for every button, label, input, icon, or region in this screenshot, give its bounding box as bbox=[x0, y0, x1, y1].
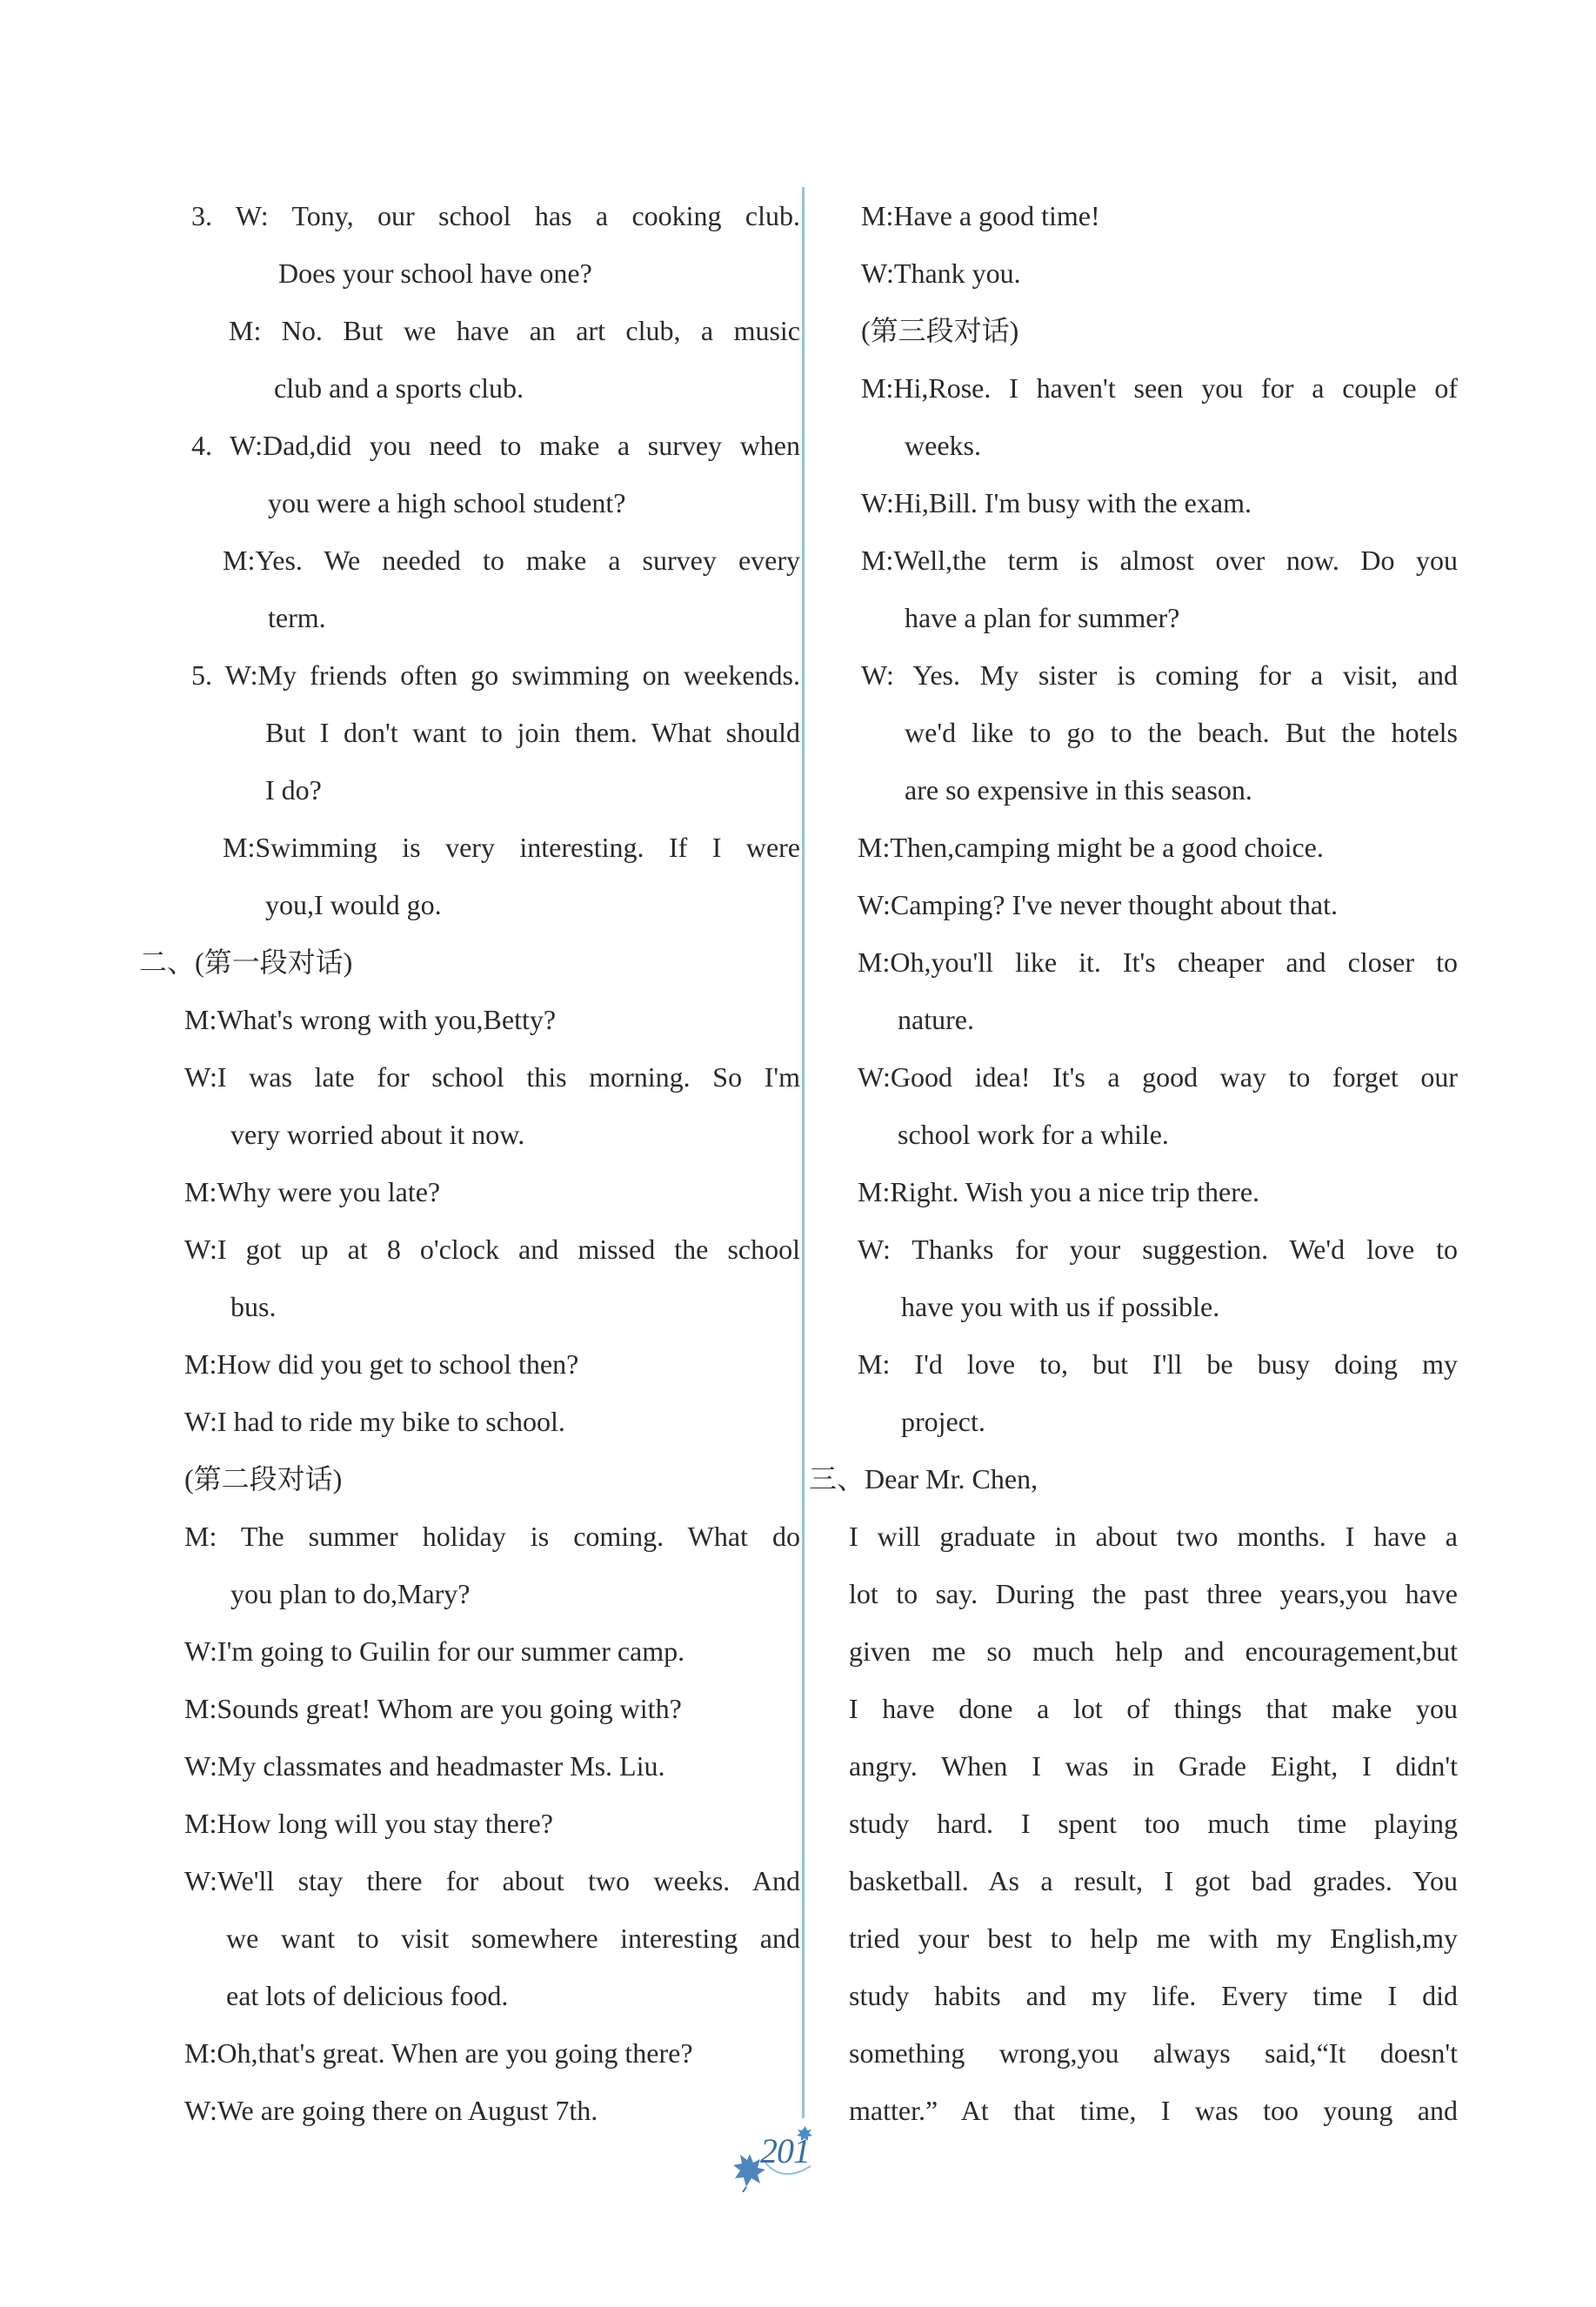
text-line: W:I was late for school this morning. So I'm bbox=[184, 1061, 800, 1093]
text-line: nature. bbox=[898, 1004, 974, 1035]
text-line: we'd like to go to the beach. But the hotels bbox=[905, 717, 1458, 748]
left-column bbox=[139, 187, 800, 2139]
text-line: project. bbox=[901, 1406, 985, 1437]
right-column bbox=[809, 187, 1458, 2139]
text-line: school work for a while. bbox=[898, 1119, 1169, 1150]
text-line: M:Then,camping might be a good choice. bbox=[858, 832, 1324, 863]
section-heading: (第三段对话) bbox=[861, 315, 1019, 346]
text-line: M:Have a good time! bbox=[861, 200, 1100, 231]
column-divider bbox=[802, 187, 805, 2118]
text-line: you,I would go. bbox=[265, 889, 442, 920]
text-line: W:My classmates and headmaster Ms. Liu. bbox=[184, 1750, 665, 1782]
section-heading: 三、Dear Mr. Chen, bbox=[809, 1463, 1038, 1495]
text-line: weeks. bbox=[905, 430, 981, 461]
text-line: are so expensive in this season. bbox=[905, 774, 1252, 806]
text-line: M: I'd love to, but I'll be busy doing my bbox=[858, 1348, 1458, 1380]
text-line: angry. When I was in Grade Eight, I didn't bbox=[849, 1750, 1458, 1782]
text-line: 5. W:My friends often go swimming on weekends. bbox=[191, 659, 800, 691]
text-line: term. bbox=[268, 602, 326, 633]
text-line: study habits and my life. Every time I did bbox=[849, 1980, 1458, 2011]
text-line: we want to visit somewhere interesting and bbox=[226, 1922, 800, 1954]
section-heading: 二、(第一段对话) bbox=[139, 946, 353, 978]
page-footer bbox=[731, 2123, 826, 2192]
text-line: W: Yes. My sister is coming for a visit, and bbox=[861, 659, 1458, 691]
text-line: have you with us if possible. bbox=[901, 1291, 1220, 1322]
text-line: M:Well,the term is almost over now. Do you bbox=[861, 545, 1458, 576]
text-line: M: No. But we have an art club, a music bbox=[229, 315, 800, 346]
text-line: W: Thanks for your suggestion. We'd love to bbox=[858, 1234, 1458, 1265]
text-line: tried your best to help me with my English,my bbox=[849, 1922, 1458, 1954]
page-number: 201 bbox=[760, 2131, 810, 2170]
text-line: M:Why were you late? bbox=[184, 1176, 441, 1207]
text-line: club and a sports club. bbox=[274, 372, 524, 404]
text-line: eat lots of delicious food. bbox=[226, 1980, 509, 2011]
text-line: I have done a lot of things that make you bbox=[849, 1693, 1458, 1724]
text-line: W:I had to ride my bike to school. bbox=[184, 1406, 565, 1437]
text-line: given me so much help and encouragement,but bbox=[849, 1635, 1458, 1667]
text-line: Does your school have one? bbox=[278, 257, 592, 289]
text-line: M:Oh,that's great. When are you going there? bbox=[184, 2037, 693, 2069]
text-line: W:Thank you. bbox=[861, 257, 1021, 289]
text-line: M: The summer holiday is coming. What do bbox=[184, 1521, 800, 1552]
text-line: M:How did you get to school then? bbox=[184, 1348, 579, 1380]
text-line: W:Camping? I've never thought about that. bbox=[858, 889, 1338, 920]
text-line: study hard. I spent too much time playing bbox=[849, 1808, 1458, 1839]
text-line: M:Sounds great! Whom are you going with? bbox=[184, 1693, 682, 1724]
text-line: matter.” At that time, I was too young and bbox=[849, 2095, 1458, 2126]
text-line: M:Oh,you'll like it. It's cheaper and closer to bbox=[858, 946, 1458, 978]
text-line: bus. bbox=[230, 1291, 277, 1322]
text-line: very worried about it now. bbox=[230, 1119, 525, 1150]
text-line: M:Right. Wish you a nice trip there. bbox=[858, 1176, 1260, 1207]
text-line: something wrong,you always said,“It doesn't bbox=[849, 2037, 1458, 2069]
section-heading: (第二段对话) bbox=[184, 1463, 343, 1495]
text-line: M:How long will you stay there? bbox=[184, 1808, 553, 1839]
text-line: I will graduate in about two months. I have a bbox=[849, 1521, 1458, 1552]
text-line: lot to say. During the past three years,you have bbox=[849, 1578, 1458, 1609]
text-line: W:I'm going to Guilin for our summer camp. bbox=[184, 1635, 685, 1667]
text-line: 3. W: Tony, our school has a cooking club. bbox=[191, 200, 800, 231]
text-line: I do? bbox=[265, 774, 322, 806]
text-line: W:We'll stay there for about two weeks. And bbox=[184, 1865, 800, 1896]
text-line: W:Good idea! It's a good way to forget our bbox=[858, 1061, 1458, 1093]
text-line: basketball. As a result, I got bad grades. You bbox=[849, 1865, 1458, 1896]
text-line: M:Swimming is very interesting. If I were bbox=[223, 832, 800, 863]
text-line: W:I got up at 8 o'clock and missed the school bbox=[184, 1234, 800, 1265]
text-line: W:We are going there on August 7th. bbox=[184, 2095, 598, 2126]
text-line: M:What's wrong with you,Betty? bbox=[184, 1004, 557, 1035]
text-line: you were a high school student? bbox=[268, 487, 626, 518]
text-line: 4. W:Dad,did you need to make a survey when bbox=[191, 430, 800, 461]
text-line: you plan to do,Mary? bbox=[230, 1578, 471, 1609]
text-line: M:Hi,Rose. I haven't seen you for a couple of bbox=[861, 372, 1458, 404]
text-line: M:Yes. We needed to make a survey every bbox=[223, 545, 800, 576]
text-line: But I don't want to join them. What should bbox=[265, 717, 800, 748]
text-line: W:Hi,Bill. I'm busy with the exam. bbox=[861, 487, 1252, 518]
text-line: have a plan for summer? bbox=[905, 602, 1180, 633]
